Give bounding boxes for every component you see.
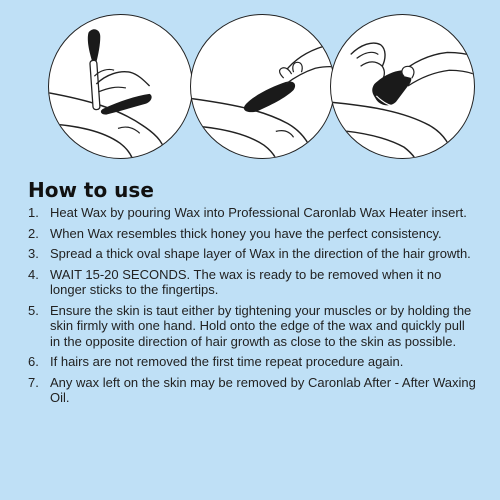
step-item-2 — [28, 226, 478, 242]
step-text: If hairs are not removed the first time repeat procedure again. — [50, 354, 404, 369]
step-item-4 — [28, 267, 478, 298]
step-number: 3. — [28, 246, 39, 261]
step-text: Any wax left on the skin may be removed by Caronlab After - After Waxing Oil. — [50, 374, 476, 405]
illustration-row — [0, 0, 500, 170]
step-number: 2. — [28, 225, 39, 241]
step-number: 5. — [28, 302, 39, 318]
step-text: Spread a thick oval shape layer of Wax in the direction of the hair growth. — [50, 246, 471, 261]
step-item-1 — [28, 205, 478, 221]
step-item-6 — [28, 354, 478, 370]
step-item-7 — [28, 375, 478, 406]
spread-wax-drawing — [191, 15, 334, 158]
step-text: When Wax resembles thick honey you have the perfect consistency. — [50, 225, 442, 241]
steps-list — [28, 205, 478, 406]
step-text: Heat Wax by pouring Wax into Professional Caronlab Wax Heater insert. — [50, 205, 467, 220]
step-text: WAIT 15-20 SECONDS. The wax is ready to be removed when it no longer sticks to the fingertips. — [50, 266, 442, 297]
step-text: Ensure the skin is taut either by tightening your muscles or by holding the skin firmly with one hand. Hold onto the edge of the wax and quickly pull in the opposite direction of hair growth as close to the skin as possible. — [50, 302, 472, 349]
apply-wax-spatula-drawing — [49, 15, 192, 158]
step-number: 4. — [28, 266, 39, 282]
how-to-use-heading: How to use — [28, 178, 154, 202]
step-item-5 — [28, 303, 478, 350]
step-item-3 — [28, 246, 478, 262]
step-number: 1. — [28, 205, 39, 220]
instructions-section — [28, 178, 478, 411]
remove-wax-strip-drawing — [331, 15, 474, 158]
remove-wax-strip-illustration — [330, 14, 475, 159]
apply-wax-spatula-illustration — [48, 14, 193, 159]
spread-wax-illustration — [190, 14, 335, 159]
step-number: 7. — [28, 374, 39, 390]
step-number: 6. — [28, 354, 39, 369]
